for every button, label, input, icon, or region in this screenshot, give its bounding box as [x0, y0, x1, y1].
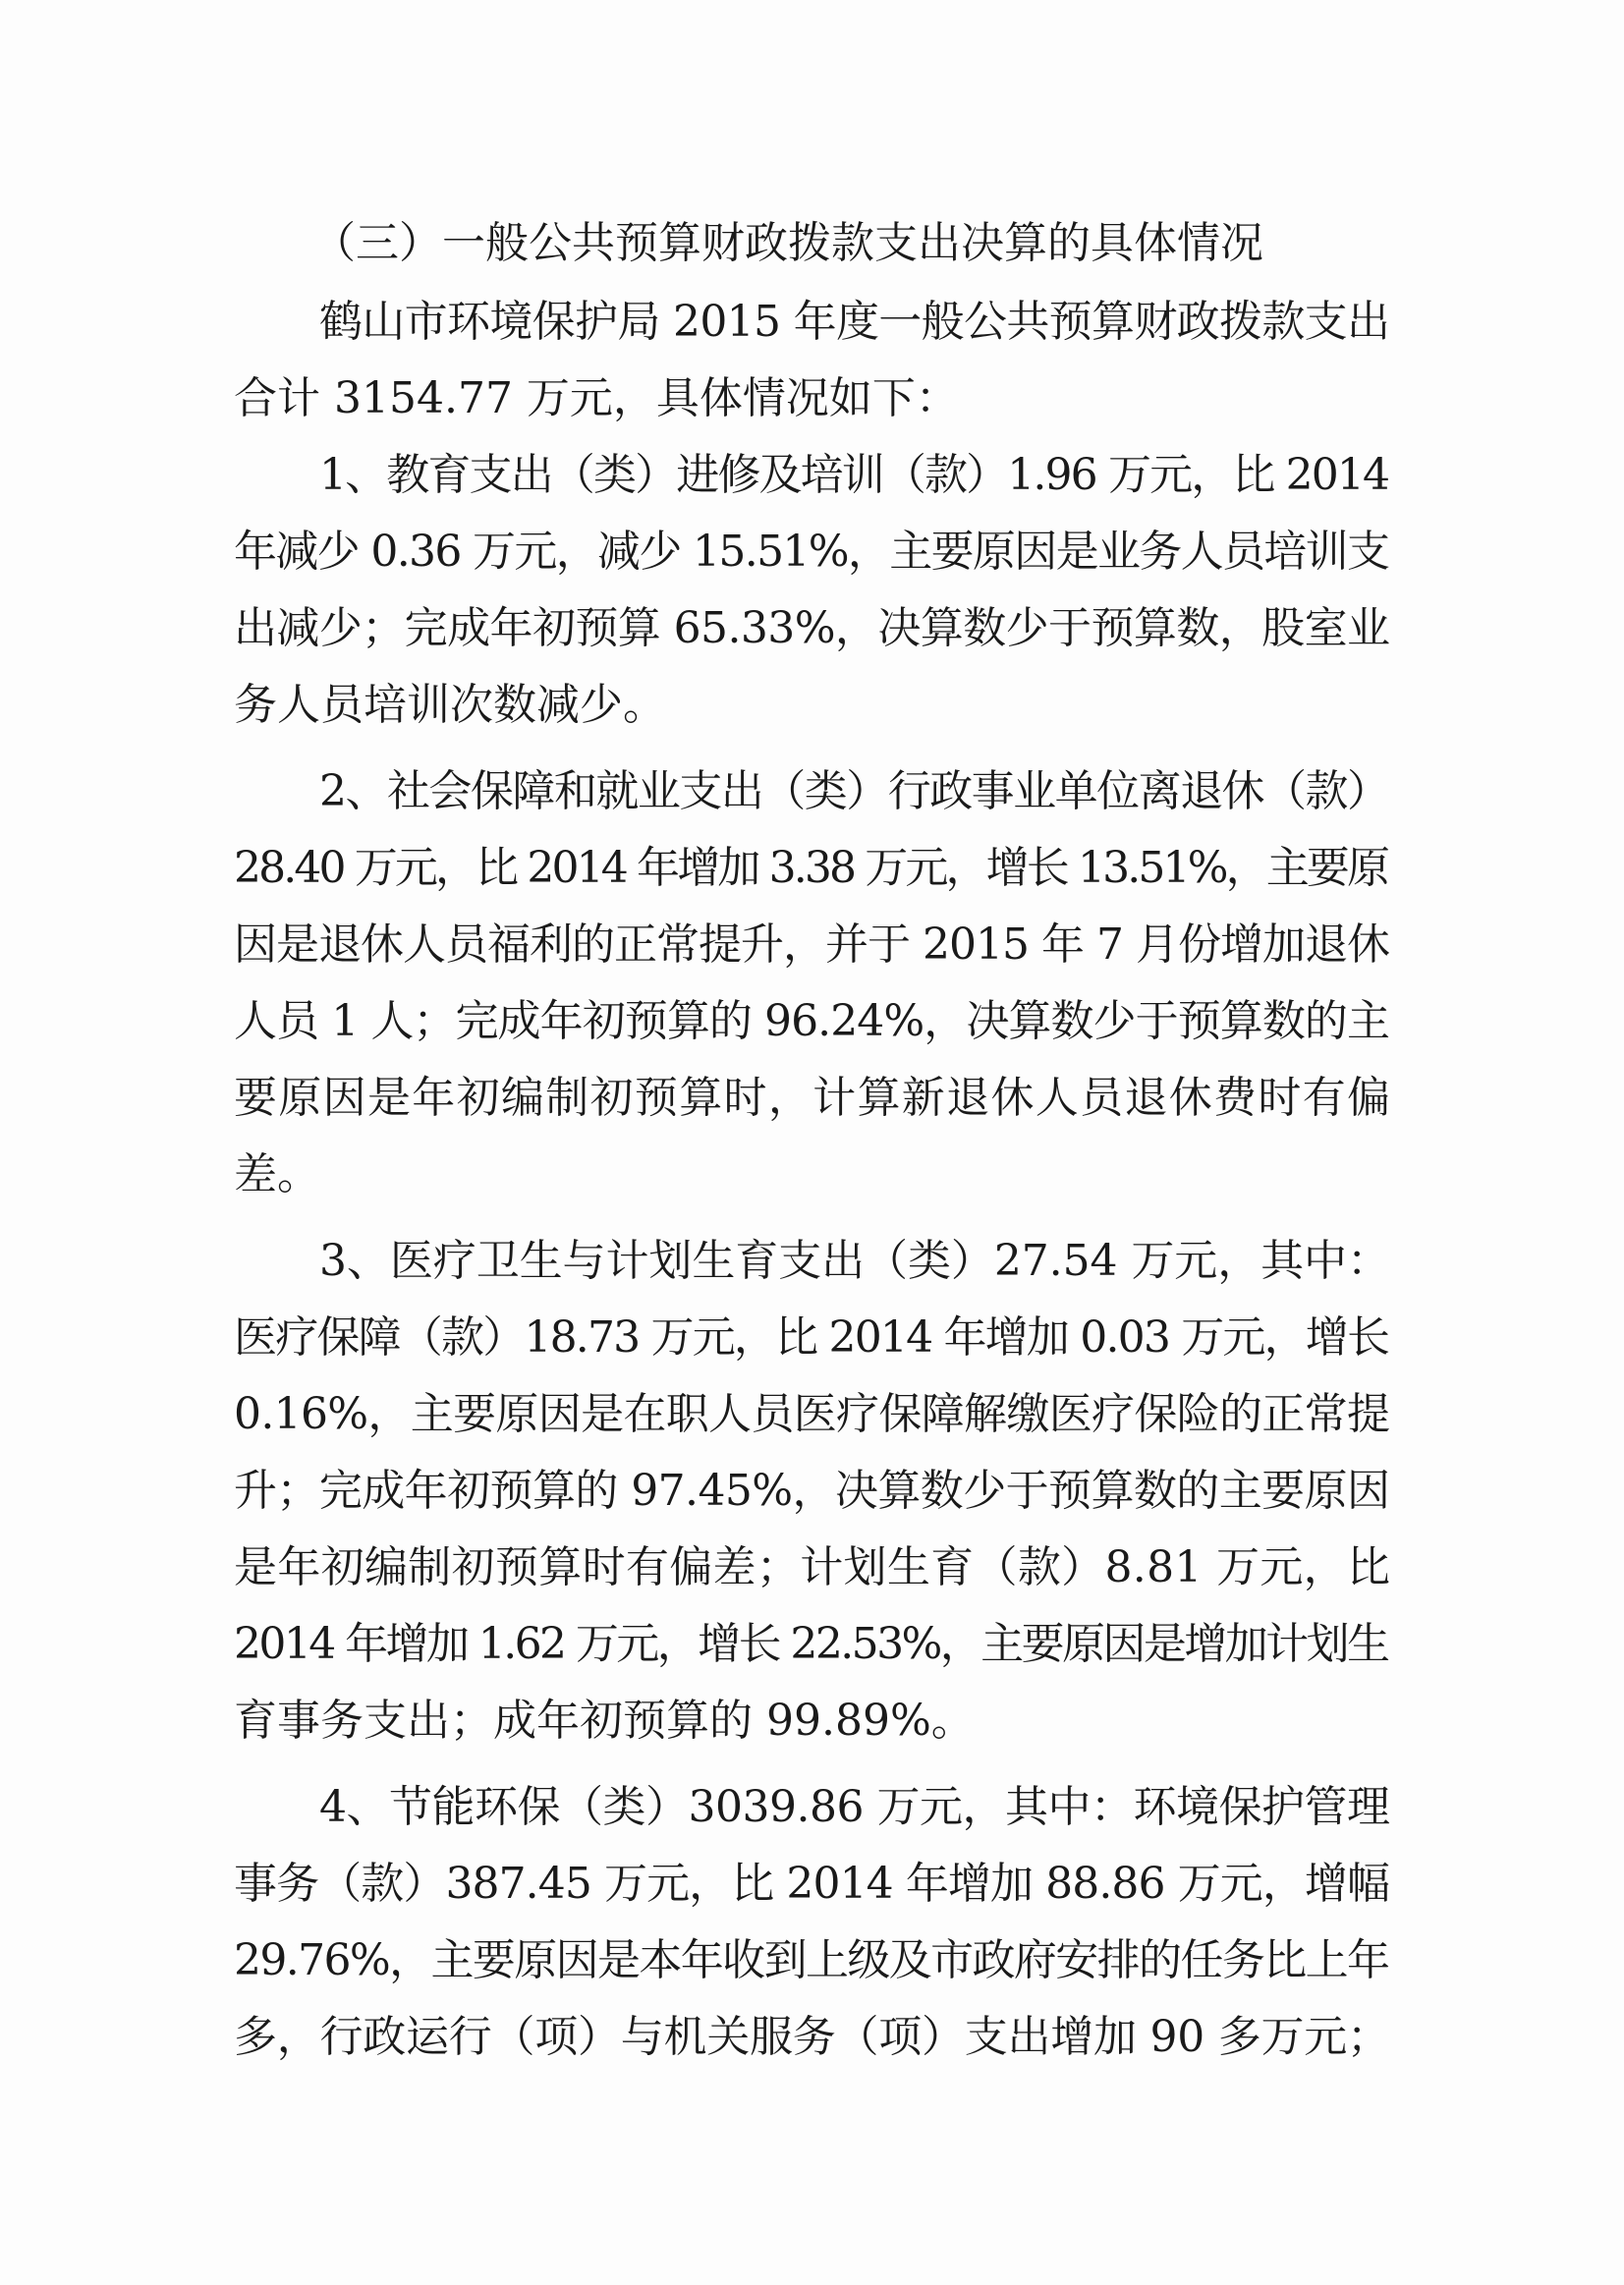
text-line-13 — [319, 1234, 1390, 1289]
text-line-9-text: 因是退休人员福利的正常提升，并于 2015 年 7 月份增加退休 — [234, 920, 1389, 970]
text-line-17 — [234, 1540, 1390, 1595]
text-line-19-text: 育事务支出；成年初预算的 99.89%。 — [234, 1696, 975, 1746]
text-line-11-text: 要原因是年初编制初预算时，计算新退休人员退休费时有偏 — [234, 1073, 1392, 1123]
text-line-17-text: 是年初编制初预算时有偏差；计划生育（款）8.81 万元，比 — [234, 1542, 1391, 1592]
text-line-21 — [234, 1857, 1389, 1912]
text-line-1 — [319, 295, 1389, 350]
section-heading — [312, 216, 1263, 271]
text-line-22-text: 29.76%，主要原因是本年收到上级及市政府安排的任务比上年 — [234, 1935, 1389, 1985]
text-line-10 — [234, 994, 1389, 1049]
text-line-5-text: 出减少；完成年初预算 65.33%，决算数少于预算数，股室业 — [234, 603, 1390, 653]
text-line-7-text: 2、社会保障和就业支出（类）行政事业单位离退休（款） — [319, 766, 1389, 816]
text-line-6 — [234, 678, 666, 733]
text-line-4-text: 年减少 0.36 万元，减少 15.51%，主要原因是业务人员培训支 — [234, 527, 1389, 577]
text-line-8-text: 28.40 万元，比 2014 年增加 3.38 万元，增长 13.51%，主要原 — [234, 843, 1388, 893]
text-line-18-text: 2014 年增加 1.62 万元，增长 22.53%，主要原因是增加计划生 — [234, 1619, 1388, 1669]
text-line-23 — [234, 2010, 1390, 2065]
text-line-11 — [234, 1071, 1391, 1126]
text-line-21-text: 事务（款）387.45 万元，比 2014 年增加 88.86 万元，增幅 — [234, 1859, 1390, 1909]
section-heading-text: （三）一般公共预算财政拨款支出决算的具体情况 — [312, 218, 1263, 268]
text-line-5 — [234, 601, 1389, 656]
text-line-3-text: 1、教育支出（类）进修及培训（款）1.96 万元，比 2014 — [319, 450, 1389, 500]
text-line-14-text: 医疗保障（款）18.73 万元，比 2014 年增加 0.03 万元，增长 — [234, 1312, 1389, 1363]
text-line-8 — [234, 841, 1387, 896]
text-line-1-text: 鹤山市环境保护局 2015 年度一般公共预算财政拨款支出 — [319, 297, 1390, 347]
text-line-7 — [319, 764, 1388, 819]
text-line-23-text: 多，行政运行（项）与机关服务（项）支出增加 90 多万元； — [234, 2012, 1390, 2062]
text-line-20-text: 4、节能环保（类）3039.86 万元，其中：环境保护管理 — [319, 1782, 1390, 1832]
text-line-2-text: 合计 3154.77 万元，具体情况如下： — [234, 373, 959, 423]
text-line-6-text: 务人员培训次数减少。 — [234, 680, 666, 730]
text-line-22 — [234, 1933, 1388, 1988]
text-line-15-text: 0.16%，主要原因是在职人员医疗保障解缴医疗保险的正常提 — [234, 1389, 1390, 1439]
text-line-2 — [234, 371, 959, 426]
text-line-10-text: 人员 1 人；完成年初预算的 96.24%，决算数少于预算数的主 — [234, 996, 1390, 1046]
text-line-19 — [234, 1694, 975, 1749]
text-line-4 — [234, 525, 1388, 580]
text-line-16-text: 升；完成年初预算的 97.45%，决算数少于预算数的主要原因 — [234, 1466, 1390, 1516]
text-line-12 — [234, 1147, 320, 1202]
text-line-9 — [234, 918, 1389, 973]
text-line-3 — [319, 448, 1388, 503]
text-line-18 — [234, 1617, 1387, 1672]
text-line-14 — [234, 1310, 1388, 1365]
text-line-13-text: 3、医疗卫生与计划生育支出（类）27.54 万元，其中： — [319, 1236, 1390, 1286]
text-line-20 — [319, 1780, 1390, 1835]
text-line-15 — [234, 1387, 1389, 1442]
text-line-16 — [234, 1464, 1389, 1519]
text-line-12-text: 差。 — [234, 1149, 320, 1199]
